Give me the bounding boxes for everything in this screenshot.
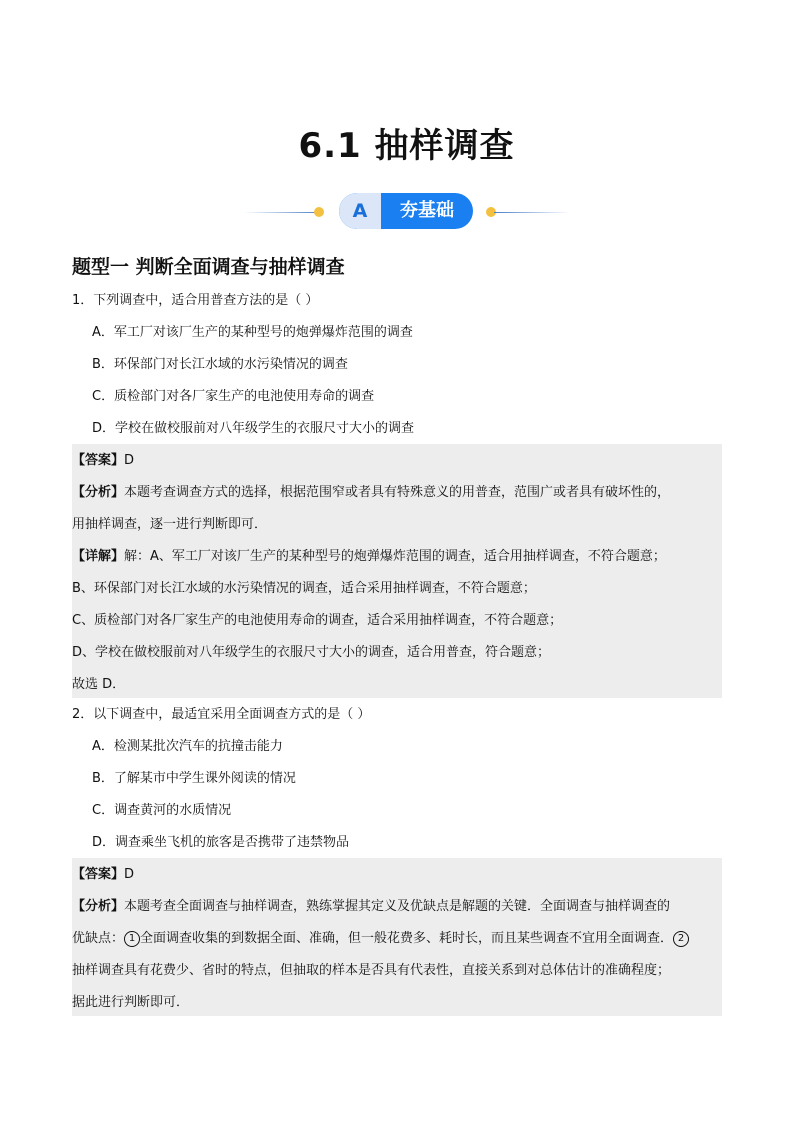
q1-answer-tag: 【答案】 — [72, 453, 125, 468]
q1-detail-line-3: C、质检部门对各厂家生产的电池使用寿命的调查，适合采用抽样调查，不符合题意； — [72, 613, 563, 628]
q1-answer — [72, 452, 134, 470]
banner-left-dot — [314, 207, 324, 217]
q2-analysis-line-4: 据此进行判断即可． — [72, 995, 190, 1010]
q2-answer-value: D — [124, 867, 135, 882]
q1-conclusion: 故选 D． — [72, 677, 126, 692]
q1-detail-line-2: B、环保部门对长江水域的水污染情况的调查，适合采用抽样调查，不符合题意； — [72, 581, 536, 596]
q2-answer — [72, 866, 134, 884]
banner-left-line — [244, 212, 320, 213]
q2-option-c: C．调查黄河的水质情况 — [92, 803, 232, 818]
q2-analysis-line-1 — [72, 898, 670, 916]
q1-answer-value: D — [124, 453, 135, 468]
circled-number-1: 1 — [124, 931, 140, 947]
q1-detail-line-4: D、学校在做校服前对八年级学生的衣服尺寸大小的调查，适合用普查，符合题意； — [72, 645, 551, 660]
q2-analysis-tag: 【分析】 — [72, 899, 125, 914]
q2-analysis-text-1: 本题考查全面调查与抽样调查，熟练掌握其定义及优缺点是解题的关键．全面调查与抽样调查的 — [124, 899, 671, 914]
q1-detail-tag: 【详解】 — [72, 549, 125, 564]
q1-option-a: A．军工厂对该厂生产的某种型号的炮弹爆炸范围的调查 — [92, 325, 413, 340]
q1-detail-line-1 — [72, 548, 666, 566]
q2-analysis-text-2b: 全面调查收集的到数据全面、准确，但一般花费多、耗时长，而且某些调查不宜用全面调查． — [140, 931, 674, 946]
q2-analysis-text-2a: 优缺点： — [72, 931, 125, 946]
q2-answer-tag: 【答案】 — [72, 867, 125, 882]
q2-option-a: A．检测某批次汽车的抗撞击能力 — [92, 739, 283, 754]
q2-option-b: B．了解某市中学生课外阅读的情况 — [92, 771, 296, 786]
section-heading: 题型一 判断全面调查与抽样调查 — [72, 256, 345, 278]
q2-analysis-line-2 — [72, 930, 689, 948]
banner-right-line — [494, 212, 570, 213]
q1-detail-text-1: 解：A、军工厂对该厂生产的某种型号的炮弹爆炸范围的调查，适合用抽样调查，不符合题意； — [124, 549, 666, 564]
q2-stem: 2．以下调查中，最适宜采用全面调查方式的是（ ） — [72, 707, 371, 722]
q2-option-d: D．调查乘坐飞机的旅客是否携带了违禁物品 — [92, 835, 350, 850]
banner-pill — [339, 193, 473, 229]
banner-badge: A — [339, 193, 381, 229]
q2-analysis-line-3: 抽样调查具有花费少、省时的特点，但抽取的样本是否具有代表性，直接关系到对总体估计的准确程度； — [72, 963, 671, 978]
q1-option-c: C．质检部门对各厂家生产的电池使用寿命的调查 — [92, 389, 375, 404]
section-banner — [244, 193, 570, 231]
q1-analysis-text-1: 本题考查调查方式的选择，根据范围窄或者具有特殊意义的用普查，范围广或者具有破坏性的， — [124, 485, 671, 500]
q1-analysis-line-1 — [72, 484, 670, 502]
q1-analysis-tag: 【分析】 — [72, 485, 125, 500]
q1-option-d: D．学校在做校服前对八年级学生的衣服尺寸大小的调查 — [92, 421, 415, 436]
page-title: 6.1 抽样调查 — [298, 126, 515, 166]
banner-label: 夯基础 — [400, 200, 454, 221]
q1-option-b: B．环保部门对长江水域的水污染情况的调查 — [92, 357, 348, 372]
circled-number-2: 2 — [673, 931, 689, 947]
q1-stem: 1．下列调查中，适合用普查方法的是（ ） — [72, 293, 319, 308]
q1-analysis-line-2: 用抽样调查，逐一进行判断即可． — [72, 517, 268, 532]
